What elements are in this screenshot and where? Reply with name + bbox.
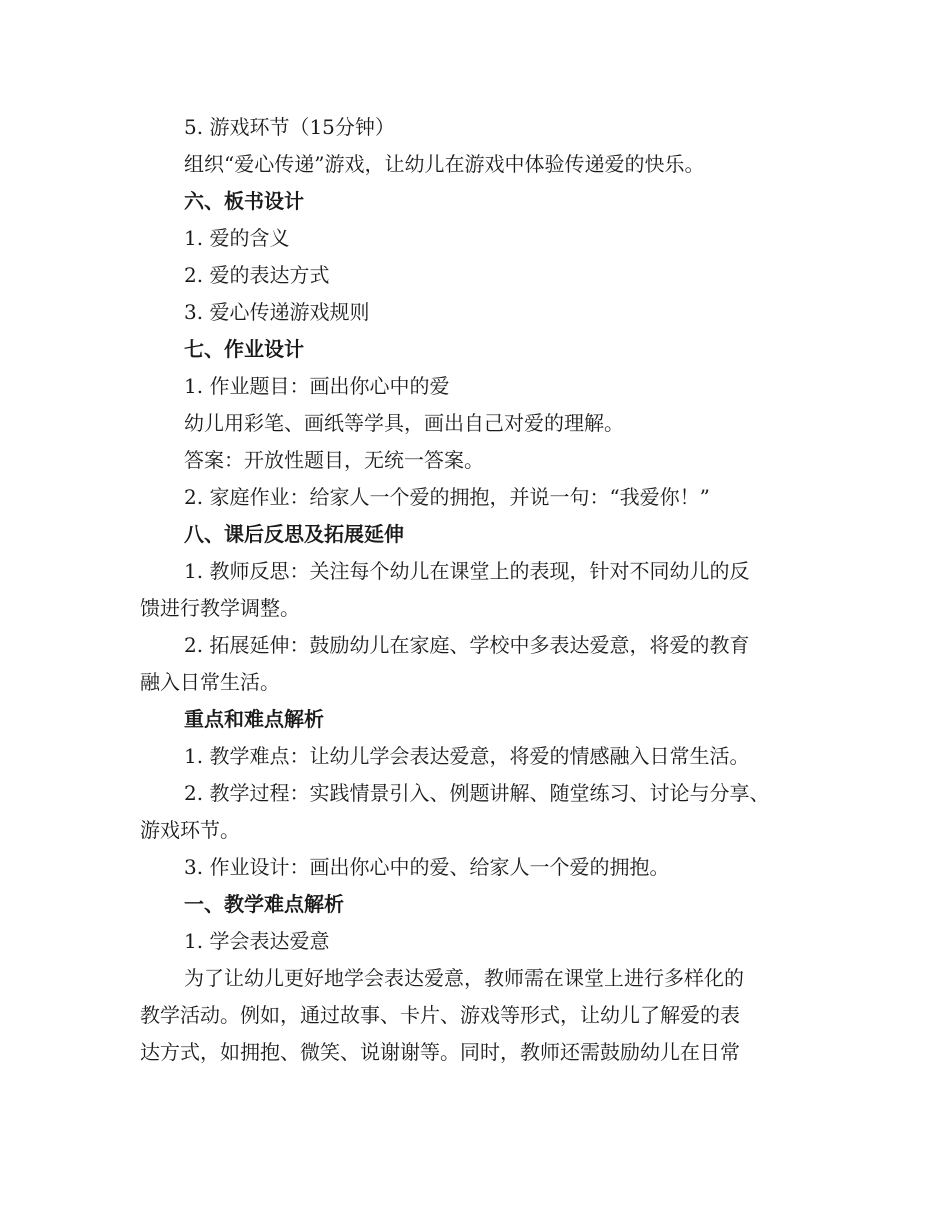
list-item-teacher-reflection-cont: 馈进行教学调整。 xyxy=(140,596,300,620)
paragraph-game-description: 组织“爱心传递”游戏，让幼儿在游戏中体验传递爱的快乐。 xyxy=(184,152,705,176)
list-item-teaching-process: 2. 教学过程：实践情景引入、例题讲解、随堂练习、讨论与分享、 xyxy=(184,781,770,805)
list-item-extension: 2. 拓展延伸：鼓励幼儿在家庭、学校中多表达爱意，将爱的教育 xyxy=(184,633,750,657)
heading-reflection-extension: 八、课后反思及拓展延伸 xyxy=(184,522,404,546)
paragraph-body-line-3: 达方式，如拥抱、微笑、说谢谢等。同时，教师还需鼓励幼儿在日常 xyxy=(140,1040,740,1064)
heading-board-design: 六、板书设计 xyxy=(184,189,304,213)
list-item-game-rules: 3. 爱心传递游戏规则 xyxy=(184,300,370,324)
list-item-homework-topic: 1. 作业题目：画出你心中的爱 xyxy=(184,374,450,398)
list-item-extension-cont: 融入日常生活。 xyxy=(140,670,280,694)
list-item-game-section: 5. 游戏环节（15分钟） xyxy=(184,115,395,139)
paragraph-answer: 答案：开放性题目，无统一答案。 xyxy=(184,448,484,472)
list-item-meaning-of-love: 1. 爱的含义 xyxy=(184,226,290,250)
paragraph-body-line-1: 为了让幼儿更好地学会表达爱意，教师需在课堂上进行多样化的 xyxy=(184,966,744,990)
heading-homework-design: 七、作业设计 xyxy=(184,337,304,361)
list-item-teacher-reflection: 1. 教师反思：关注每个幼儿在课堂上的表现，针对不同幼儿的反 xyxy=(184,559,750,583)
list-item-teaching-difficulty: 1. 教学难点：让幼儿学会表达爱意，将爱的情感融入日常生活。 xyxy=(184,744,750,768)
paragraph-body-line-2: 教学活动。例如，通过故事、卡片、游戏等形式，让幼儿了解爱的表 xyxy=(140,1003,740,1027)
heading-key-difficult-points: 重点和难点解析 xyxy=(184,707,324,731)
list-item-ways-to-express-love: 2. 爱的表达方式 xyxy=(184,263,330,287)
list-item-learn-to-express: 1. 学会表达爱意 xyxy=(184,929,330,953)
list-item-homework-design-summary: 3. 作业设计：画出你心中的爱、给家人一个爱的拥抱。 xyxy=(184,855,670,879)
list-item-family-homework: 2. 家庭作业：给家人一个爱的拥抱，并说一句：“我爱你！” xyxy=(184,485,710,509)
heading-difficulty-analysis: 一、教学难点解析 xyxy=(184,892,344,916)
paragraph-homework-description: 幼儿用彩笔、画纸等学具，画出自己对爱的理解。 xyxy=(184,411,624,435)
list-item-teaching-process-cont: 游戏环节。 xyxy=(140,818,240,842)
